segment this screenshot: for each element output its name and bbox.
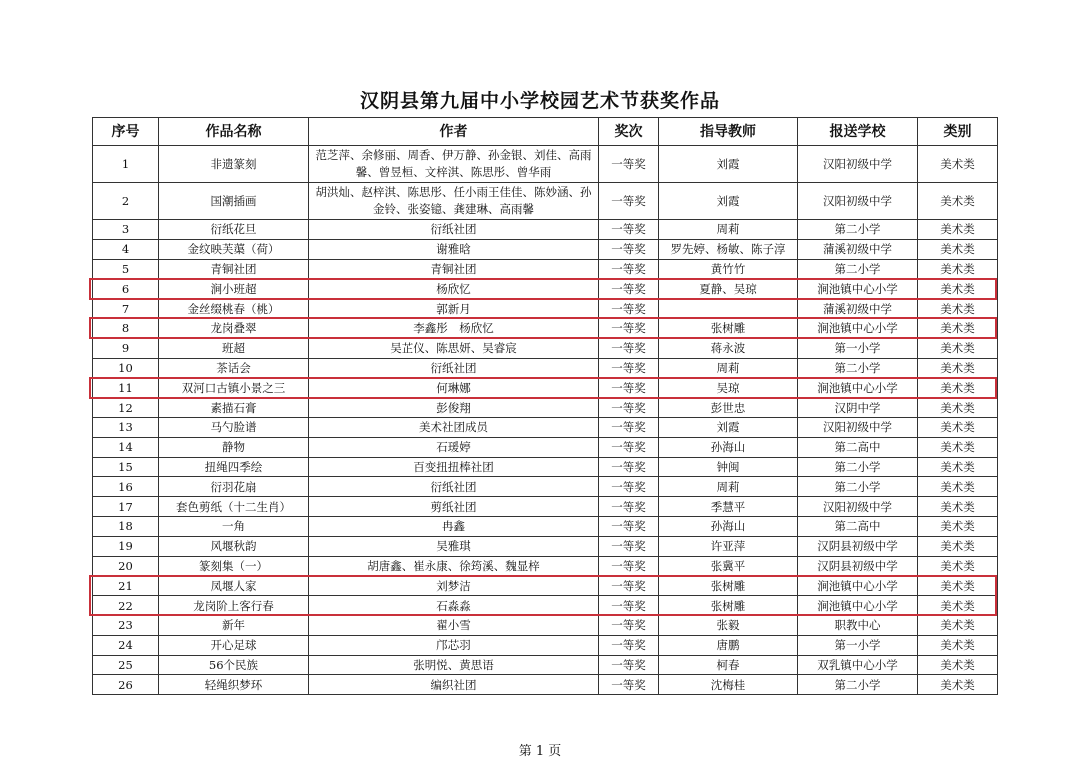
cell-no: 2 [93,183,159,220]
cell-teacher: 刘霞 [659,417,798,437]
table-row [93,338,998,358]
cell-award: 一等奖 [599,239,659,259]
awards-table [92,117,998,695]
cell-no: 19 [93,536,159,556]
cell-author: 邝芯羽 [309,635,599,655]
cell-work: 篆刻集（一） [159,556,309,576]
table-row [93,615,998,635]
cell-teacher: 唐鹏 [659,635,798,655]
cell-work: 龙岗阶上客行春 [159,596,309,616]
table-row [93,596,998,616]
cell-category: 美术类 [918,398,998,418]
cell-author: 刘梦洁 [309,576,599,596]
cell-no: 21 [93,576,159,596]
cell-work: 套色剪纸（十二生肖） [159,497,309,517]
cell-school: 汉阴中学 [798,398,918,418]
cell-category: 美术类 [918,279,998,299]
cell-category: 美术类 [918,146,998,183]
cell-school: 涧池镇中心小学 [798,576,918,596]
table-header-row [93,118,998,146]
table-row [93,183,998,220]
cell-category: 美术类 [918,477,998,497]
cell-teacher [659,299,798,319]
cell-school: 汉阴县初级中学 [798,536,918,556]
cell-category: 美术类 [918,556,998,576]
header-author: 作者 [309,118,599,146]
cell-work: 衍纸花旦 [159,220,309,240]
table-row [93,378,998,398]
cell-no: 24 [93,635,159,655]
cell-school: 第二高中 [798,516,918,536]
cell-category: 美术类 [918,536,998,556]
document-title: 汉阴县第九届中小学校园艺术节获奖作品 [359,90,720,112]
cell-author: 石瑗婷 [309,437,599,457]
cell-work: 金纹映芙蕖（荷） [159,239,309,259]
cell-school: 汉阳初级中学 [798,146,918,183]
cell-school: 蒲溪初级中学 [798,239,918,259]
cell-teacher: 张树雕 [659,318,798,338]
cell-work: 风堰秋韵 [159,536,309,556]
cell-author: 青铜社团 [309,259,599,279]
cell-author: 百变扭扭棒社团 [309,457,599,477]
cell-no: 17 [93,497,159,517]
cell-category: 美术类 [918,457,998,477]
table-row [93,437,998,457]
header-category: 类别 [918,118,998,146]
table-row [93,635,998,655]
cell-school: 第一小学 [798,635,918,655]
cell-category: 美术类 [918,655,998,675]
cell-teacher: 张冀平 [659,556,798,576]
cell-author: 范芝萍、余修丽、周香、伊万静、孙金银、刘佳、高雨馨、曾昱桓、文梓淇、陈思彤、曾华雨 [309,146,599,183]
cell-category: 美术类 [918,615,998,635]
cell-award: 一等奖 [599,477,659,497]
cell-author: 衍纸社团 [309,358,599,378]
cell-author: 何琳娜 [309,378,599,398]
cell-author: 石淼淼 [309,596,599,616]
table-row [93,675,998,695]
table-row [93,457,998,477]
cell-work: 素描石膏 [159,398,309,418]
cell-work: 双河口古镇小景之三 [159,378,309,398]
table-row [93,497,998,517]
cell-category: 美术类 [918,183,998,220]
cell-no: 8 [93,318,159,338]
cell-school: 双乳镇中心小学 [798,655,918,675]
cell-school: 第二小学 [798,259,918,279]
cell-school: 涧池镇中心小学 [798,279,918,299]
table-row [93,516,998,536]
cell-category: 美术类 [918,675,998,695]
cell-school: 汉阳初级中学 [798,497,918,517]
cell-author: 剪纸社团 [309,497,599,517]
cell-school: 第二小学 [798,220,918,240]
cell-work: 青铜社团 [159,259,309,279]
cell-category: 美术类 [918,338,998,358]
cell-work: 开心足球 [159,635,309,655]
cell-award: 一等奖 [599,299,659,319]
cell-category: 美术类 [918,437,998,457]
cell-author: 冉鑫 [309,516,599,536]
cell-category: 美术类 [918,378,998,398]
table-row [93,417,998,437]
cell-author: 美术社团成员 [309,417,599,437]
cell-no: 10 [93,358,159,378]
cell-award: 一等奖 [599,437,659,457]
cell-teacher: 张毅 [659,615,798,635]
cell-category: 美术类 [918,516,998,536]
table-row [93,220,998,240]
cell-no: 18 [93,516,159,536]
cell-work: 茶话会 [159,358,309,378]
cell-work: 56个民族 [159,655,309,675]
cell-award: 一等奖 [599,457,659,477]
cell-school: 涧池镇中心小学 [798,378,918,398]
cell-award: 一等奖 [599,279,659,299]
table-row [93,259,998,279]
cell-work: 扭绳四季绘 [159,457,309,477]
cell-teacher: 张树雕 [659,576,798,596]
cell-teacher: 孙海山 [659,437,798,457]
cell-award: 一等奖 [599,556,659,576]
cell-author: 张明悦、黄思语 [309,655,599,675]
cell-school: 第二小学 [798,675,918,695]
cell-school: 汉阳初级中学 [798,417,918,437]
cell-teacher: 柯春 [659,655,798,675]
cell-author: 谢雅晗 [309,239,599,259]
cell-school: 蒲溪初级中学 [798,299,918,319]
cell-no: 22 [93,596,159,616]
cell-teacher: 夏静、吴琼 [659,279,798,299]
cell-teacher: 周莉 [659,477,798,497]
cell-school: 第二小学 [798,358,918,378]
cell-school: 第一小学 [798,338,918,358]
table-row [93,477,998,497]
cell-award: 一等奖 [599,596,659,616]
cell-work: 非遗篆刻 [159,146,309,183]
cell-author: 编织社团 [309,675,599,695]
cell-no: 23 [93,615,159,635]
cell-teacher: 周莉 [659,220,798,240]
cell-author: 衍纸社团 [309,220,599,240]
cell-award: 一等奖 [599,338,659,358]
cell-teacher: 许亚萍 [659,536,798,556]
cell-work: 凤堰人家 [159,576,309,596]
table-row [93,576,998,596]
cell-award: 一等奖 [599,497,659,517]
cell-category: 美术类 [918,299,998,319]
cell-no: 26 [93,675,159,695]
cell-author: 李鑫彤 杨欣忆 [309,318,599,338]
header-school: 报送学校 [798,118,918,146]
cell-award: 一等奖 [599,417,659,437]
cell-no: 7 [93,299,159,319]
cell-teacher: 孙海山 [659,516,798,536]
cell-author: 翟小雪 [309,615,599,635]
cell-award: 一等奖 [599,358,659,378]
cell-award: 一等奖 [599,576,659,596]
table-row [93,358,998,378]
cell-no: 5 [93,259,159,279]
cell-work: 龙岗叠翠 [159,318,309,338]
cell-award: 一等奖 [599,318,659,338]
cell-school: 汉阴县初级中学 [798,556,918,576]
table-row [93,556,998,576]
table-row [93,398,998,418]
cell-teacher: 周莉 [659,358,798,378]
table-row [93,239,998,259]
cell-school: 第二小学 [798,477,918,497]
cell-category: 美术类 [918,318,998,338]
cell-award: 一等奖 [599,536,659,556]
cell-no: 9 [93,338,159,358]
cell-award: 一等奖 [599,516,659,536]
cell-award: 一等奖 [599,378,659,398]
cell-no: 25 [93,655,159,675]
header-award: 奖次 [599,118,659,146]
cell-award: 一等奖 [599,615,659,635]
cell-award: 一等奖 [599,259,659,279]
cell-work: 一角 [159,516,309,536]
cell-school: 涧池镇中心小学 [798,596,918,616]
cell-no: 16 [93,477,159,497]
cell-work: 国潮插画 [159,183,309,220]
cell-teacher: 蒋永波 [659,338,798,358]
cell-work: 金丝缀桃春（桃） [159,299,309,319]
cell-author: 郭新月 [309,299,599,319]
cell-work: 衍羽花扇 [159,477,309,497]
cell-work: 轻绳织梦环 [159,675,309,695]
cell-teacher: 刘霞 [659,146,798,183]
cell-category: 美术类 [918,417,998,437]
cell-author: 吴芷仪、陈思妍、吴睿宸 [309,338,599,358]
header-teacher: 指导教师 [659,118,798,146]
header-work: 作品名称 [159,118,309,146]
table-row [93,146,998,183]
cell-no: 13 [93,417,159,437]
page-footer: 第 1 页 [518,744,562,759]
cell-author: 衍纸社团 [309,477,599,497]
cell-award: 一等奖 [599,398,659,418]
cell-award: 一等奖 [599,675,659,695]
cell-work: 涧小班超 [159,279,309,299]
cell-no: 11 [93,378,159,398]
cell-teacher: 黄竹竹 [659,259,798,279]
cell-teacher: 彭世忠 [659,398,798,418]
cell-school: 第二小学 [798,457,918,477]
cell-teacher: 吴琼 [659,378,798,398]
cell-teacher: 罗先婷、杨敏、陈子淳 [659,239,798,259]
cell-work: 新年 [159,615,309,635]
cell-school: 第二高中 [798,437,918,457]
cell-category: 美术类 [918,576,998,596]
cell-category: 美术类 [918,635,998,655]
cell-teacher: 沈梅桂 [659,675,798,695]
cell-category: 美术类 [918,596,998,616]
cell-teacher: 刘霞 [659,183,798,220]
cell-work: 静物 [159,437,309,457]
cell-author: 彭俊翔 [309,398,599,418]
cell-category: 美术类 [918,358,998,378]
cell-award: 一等奖 [599,655,659,675]
cell-no: 12 [93,398,159,418]
cell-no: 20 [93,556,159,576]
cell-school: 职教中心 [798,615,918,635]
cell-category: 美术类 [918,239,998,259]
cell-no: 15 [93,457,159,477]
cell-no: 4 [93,239,159,259]
cell-teacher: 季慧平 [659,497,798,517]
cell-teacher: 钟闽 [659,457,798,477]
cell-author: 胡洪灿、赵梓淇、陈思彤、任小雨王佳佳、陈妙涵、孙金铃、张姿镱、龚建琳、高雨馨 [309,183,599,220]
cell-no: 14 [93,437,159,457]
table-row [93,299,998,319]
cell-category: 美术类 [918,259,998,279]
cell-award: 一等奖 [599,635,659,655]
cell-award: 一等奖 [599,220,659,240]
table-row [93,536,998,556]
cell-no: 1 [93,146,159,183]
cell-author: 吴雅琪 [309,536,599,556]
cell-work: 班超 [159,338,309,358]
header-no: 序号 [93,118,159,146]
cell-work: 马勺脸谱 [159,417,309,437]
cell-award: 一等奖 [599,146,659,183]
cell-category: 美术类 [918,497,998,517]
cell-author: 杨欣忆 [309,279,599,299]
table-row [93,279,998,299]
cell-category: 美术类 [918,220,998,240]
cell-teacher: 张树雕 [659,596,798,616]
table-row [93,655,998,675]
table-row [93,318,998,338]
cell-school: 汉阳初级中学 [798,183,918,220]
cell-no: 3 [93,220,159,240]
cell-no: 6 [93,279,159,299]
cell-award: 一等奖 [599,183,659,220]
cell-school: 涧池镇中心小学 [798,318,918,338]
cell-author: 胡唐鑫、崔永康、徐筠溪、魏显梓 [309,556,599,576]
